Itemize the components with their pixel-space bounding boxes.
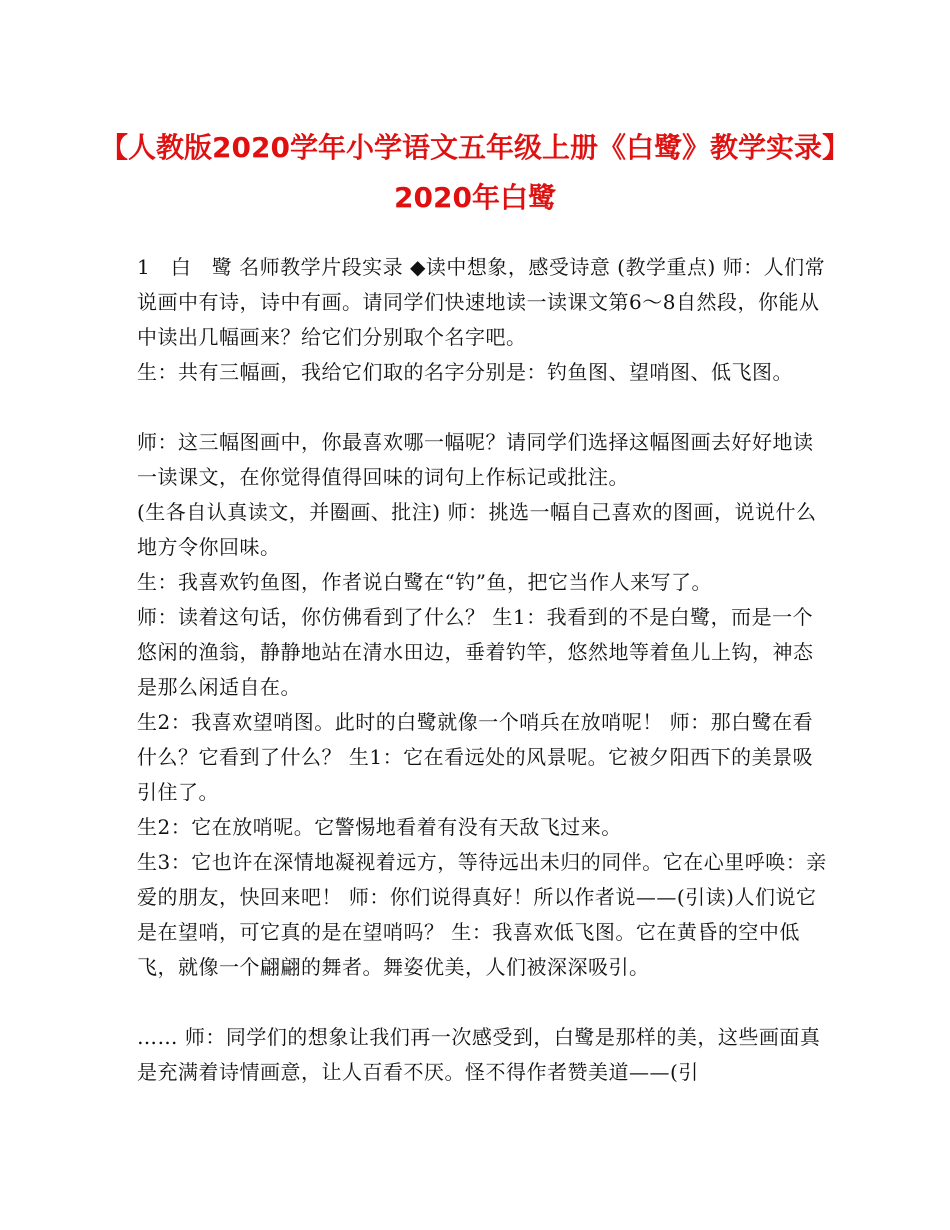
paragraph: 1 白 鹭 名师教学片段实录 ◆读中想象，感受诗意 (教学重点) 师：人们常说画中有诗，诗中有画。请同学们快速地读一读课文第6～8自然段，你能从中读出几幅画来？给它们分别取个名字吧。 <box>137 255 826 349</box>
paragraph: 生3：它也许在深情地凝视着远方，等待远出未归的同伴。它在心里呼唤：亲爱的朋友，快回来吧！ 师：你们说得真好！所以作者说——(引读)人们说它是在望哨，可它真的是在望哨吗？ 生：我喜欢低飞图。它在黄昏的空中低飞，就像一个翩翩的舞者。舞姿优美，人们被深深吸引。 <box>137 850 827 979</box>
paragraph: 师：这三幅图画中，你最喜欢哪一幅呢？请同学们选择这幅图画去好好地读一读课文，在你觉得值得回味的词句上作标记或批注。 <box>137 430 814 489</box>
paragraph: …… 师：同学们的想象让我们再一次感受到，白鹭是那样的美，这些画面真是充满着诗情画意，让人百看不厌。怪不得作者赞美道——(引 <box>137 1025 821 1084</box>
paragraph: 生：我喜欢钓鱼图，作者说白鹭在“钓”鱼，把它当作人来写了。 <box>137 570 712 594</box>
paragraph: (生各自认真读文，并圈画、批注) 师：挑选一幅自己喜欢的图画，说说什么地方令你回味。 <box>137 500 817 559</box>
paragraph: 生：共有三幅画，我给它们取的名字分别是：钓鱼图、望哨图、低飞图。 <box>137 360 793 384</box>
paragraph: 生2：它在放哨呢。它警惕地看着有没有天敌飞过来。 <box>137 815 622 839</box>
document-body <box>137 250 827 1090</box>
paragraph-spacer <box>137 390 827 425</box>
document-title: 【人教版2020学年小学语文五年级上册《白鹭》教学实录】 2020年白鹭 <box>100 131 850 214</box>
paragraph: 生2：我喜欢望哨图。此时的白鹭就像一个哨兵在放哨呢！ 师：那白鹭在看什么？它看到了什么？ 生1：它在看远处的风景呢。它被夕阳西下的美景吸引住了。 <box>137 710 814 804</box>
paragraph-spacer <box>137 985 827 1020</box>
paragraph: 师：读着这句话，你仿佛看到了什么？ 生1：我看到的不是白鹭，而是一个悠闲的渔翁，静静地站在清水田边，垂着钓竿，悠然地等着鱼儿上钩，神态是那么闲适自在。 <box>137 605 814 699</box>
